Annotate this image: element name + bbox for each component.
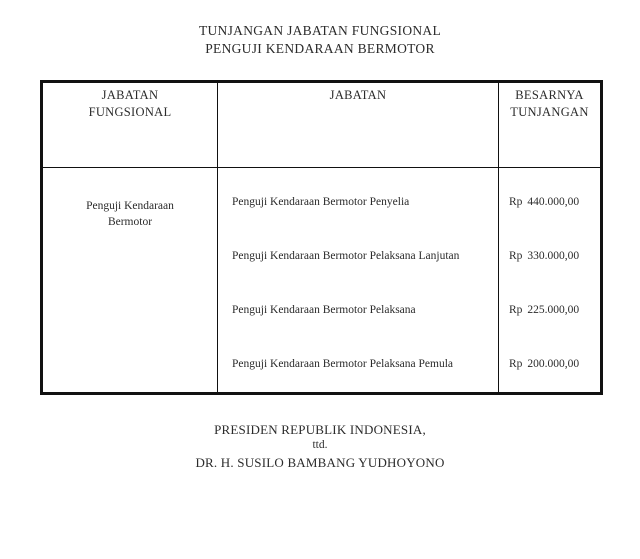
currency-label-2: Rp bbox=[509, 249, 523, 262]
jabatan-item-1: Penguji Kendaraan Bermotor Penyelia bbox=[232, 195, 410, 208]
table-row bbox=[42, 167, 602, 394]
document-title-line-1: TUNJANGAN JABATAN FUNGSIONAL bbox=[198, 23, 442, 38]
table-header bbox=[42, 81, 602, 167]
signature-office: PRESIDEN REPUBLIK INDONESIA, bbox=[214, 422, 426, 438]
cell-besarnya-tunjangan-list bbox=[499, 167, 602, 394]
currency-label-3: Rp bbox=[509, 303, 523, 316]
allowance-table-container bbox=[40, 80, 600, 396]
signature-signed-mark: ttd. bbox=[312, 439, 328, 452]
amount-item-4 bbox=[505, 356, 592, 373]
column-header-jabatan-fungsional-line-1: JABATAN bbox=[101, 87, 159, 102]
amount-value-3: 225.000,00 bbox=[527, 303, 580, 316]
amount-item-1 bbox=[505, 194, 592, 248]
jabatan-fungsional-line-2: Bermotor bbox=[107, 216, 153, 229]
allowance-table bbox=[40, 80, 603, 396]
column-header-jabatan-fungsional-line-2: FUNGSIONAL bbox=[88, 104, 172, 119]
jabatan-fungsional-line-1: Penguji Kendaraan bbox=[86, 199, 174, 212]
column-header-besarnya-tunjangan bbox=[499, 81, 602, 167]
column-header-jabatan-fungsional bbox=[42, 81, 218, 167]
signature-block bbox=[40, 421, 600, 470]
jabatan-item-3: Penguji Kendaraan Bermotor Pelaksana bbox=[232, 303, 416, 316]
jabatan-item-2: Penguji Kendaraan Bermotor Pelaksana Lanjutan bbox=[232, 249, 460, 262]
column-header-besarnya-tunjangan-line-2: TUNJANGAN bbox=[510, 104, 589, 119]
cell-jabatan-list bbox=[218, 167, 499, 394]
cell-jabatan-fungsional bbox=[42, 167, 218, 394]
amount-value-2: 330.000,00 bbox=[527, 249, 580, 262]
column-header-jabatan bbox=[218, 81, 499, 167]
jabatan-item-4: Penguji Kendaraan Bermotor Pelaksana Pemula bbox=[232, 357, 453, 370]
amount-item-3 bbox=[505, 302, 592, 356]
amount-value-4: 200.000,00 bbox=[527, 357, 580, 370]
currency-label-4: Rp bbox=[509, 357, 523, 370]
document-title-line-2: PENGUJI KENDARAAN BERMOTOR bbox=[205, 40, 435, 56]
table-body bbox=[42, 167, 602, 394]
column-header-besarnya-tunjangan-line-1: BESARNYA bbox=[515, 87, 584, 102]
document-title bbox=[0, 0, 640, 58]
amount-value-1: 440.000,00 bbox=[527, 195, 580, 208]
signature-name: DR. H. SUSILO BAMBANG YUDHOYONO bbox=[195, 454, 445, 470]
currency-label-1: Rp bbox=[509, 195, 523, 208]
amount-item-2 bbox=[505, 248, 592, 302]
column-header-jabatan-label: JABATAN bbox=[329, 87, 387, 102]
table-header-row bbox=[42, 81, 602, 167]
